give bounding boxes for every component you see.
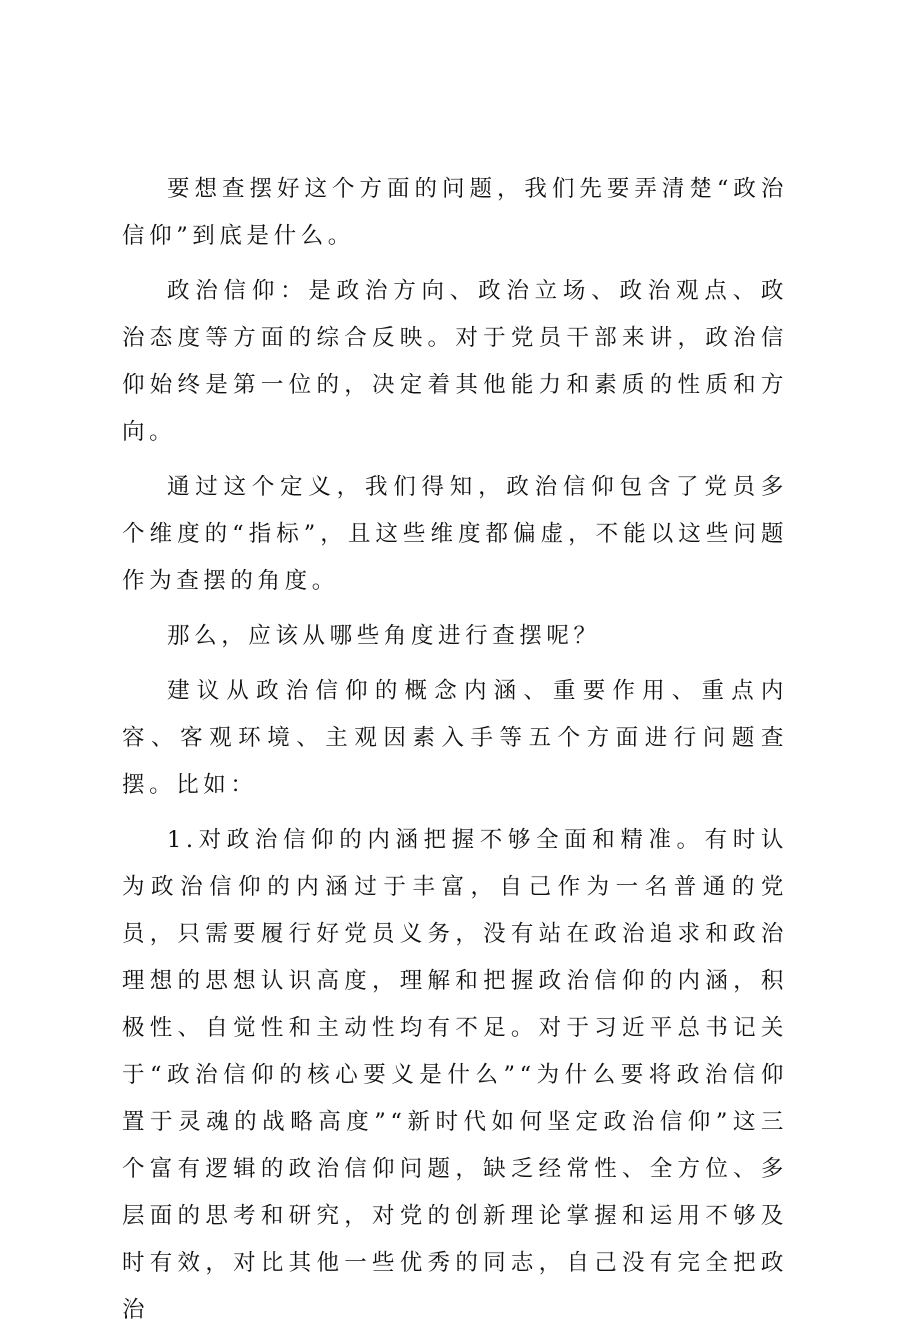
- paragraph-5: 建议从政治信仰的概念内涵、重要作用、重点内容、客观环境、主观因素入手等五个方面进行问题查摆。比如：: [122, 678, 788, 798]
- paragraph-4: 那么，应该从哪些角度进行查摆呢？: [167, 623, 601, 649]
- paragraph-3: 通过这个定义，我们得知，政治信仰包含了党员多个维度的“指标”，且这些维度都偏虚，不能以这些问题作为查摆的角度。: [122, 474, 788, 594]
- document-body: [122, 166, 788, 1342]
- paragraph-2: 政治信仰：是政治方向、政治立场、政治观点、政治态度等方面的综合反映。对于党员干部来讲，政治信仰始终是第一位的，决定着其他能力和素质的性质和方向。: [122, 278, 788, 445]
- paragraph-1: 要想查摆好这个方面的问题，我们先要弄清楚“政治信仰”到底是什么。: [122, 176, 788, 249]
- paragraph-6: 1.对政治信仰的内涵把握不够全面和精准。有时认为政治信仰的内涵过于丰富，自己作为一名普通的党员，只需要履行好党员义务，没有站在政治追求和政治理想的思想认识高度，理解和把握政治信仰的内涵，积极性、自觉性和主动性均有不足。对于习近平总书记关于“政治信仰的核心要义是什么”“为什么要将政治信仰置于灵魂的战略高度”“新时代如何坚定政治信仰”这三个富有逻辑的政治信仰问题，缺乏经常性、全方位、多层面的思考和研究，对党的创新理论掌握和运用不够及时有效，对比其他一些优秀的同志，自己没有完全把政治: [122, 827, 788, 1323]
